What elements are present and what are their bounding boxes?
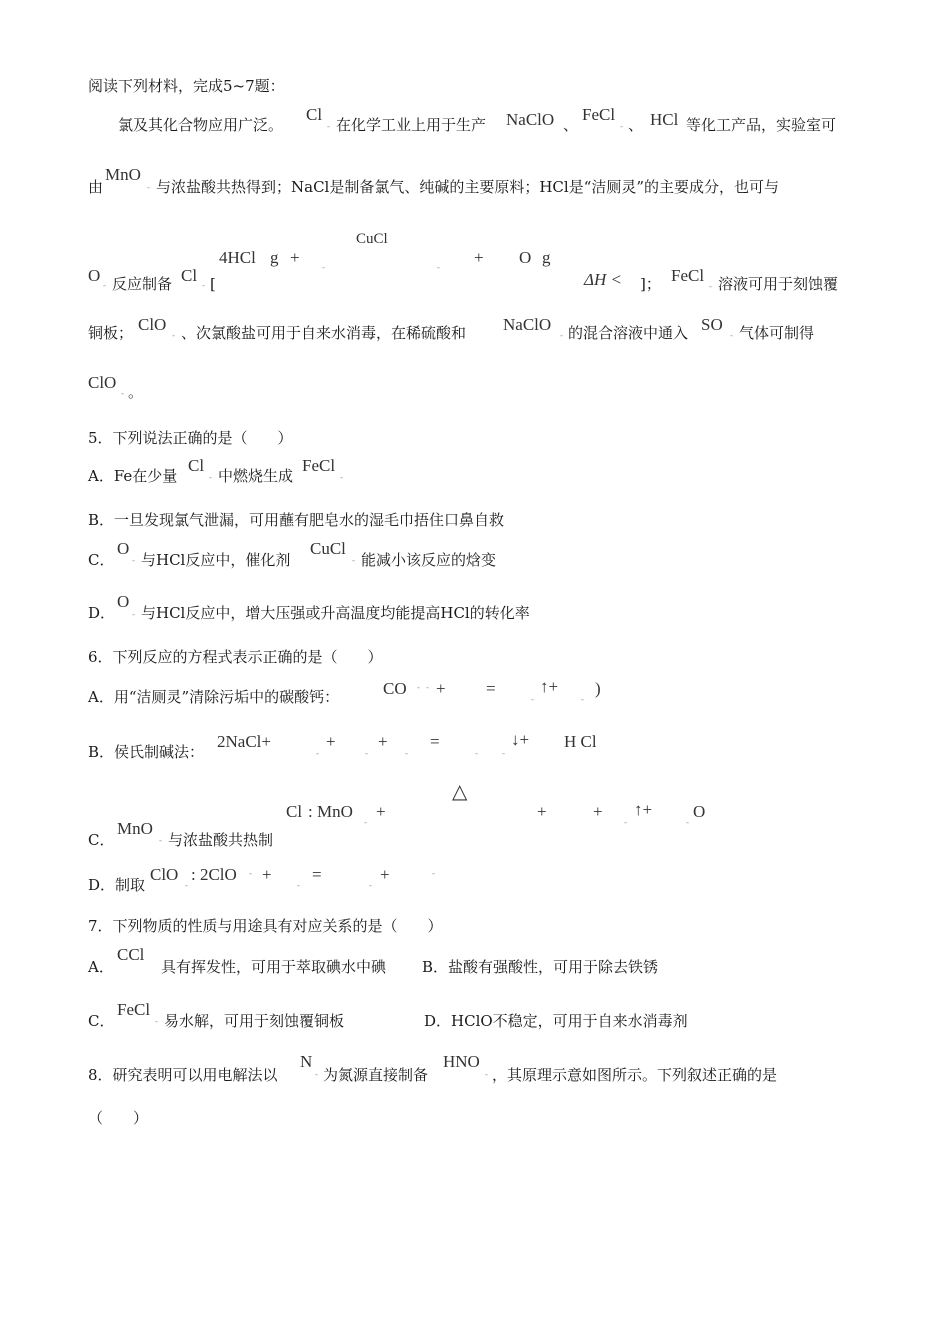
equation-plus: +	[290, 248, 300, 267]
formula: MnO	[117, 819, 153, 838]
equation-plus: +	[436, 679, 446, 698]
formula: FeCl	[302, 456, 336, 475]
equation-plus: +	[474, 248, 484, 267]
option-d[interactable]: D．制取	[88, 876, 146, 894]
formula: Cl	[306, 105, 323, 124]
formula: CCl	[117, 945, 145, 964]
formula: O	[693, 802, 706, 821]
option-c[interactable]: C．	[88, 551, 115, 569]
formula: MnO	[105, 165, 141, 184]
formula: Cl	[286, 802, 303, 821]
material-text: 与浓盐酸共热得到；NaCl是制备氯气、纯碱的主要原料；HCl是“洁厕灵”的主要成分，也可与	[156, 178, 780, 196]
equation-term: O	[519, 248, 532, 267]
material-text: 、	[628, 116, 644, 134]
option-text: 具有挥发性，可用于萃取碘水中碘	[161, 958, 387, 976]
formula: NaClO	[503, 315, 552, 334]
formula: FeCl	[117, 1000, 151, 1019]
question-stem: ，其原理示意如图所示。下列叙述正确的是	[492, 1066, 778, 1084]
material-text: 。	[128, 383, 144, 401]
material-text: 反应制备	[112, 275, 173, 293]
formula: O	[88, 266, 101, 285]
option-d[interactable]: D．HClO不稳定，可用于自来水消毒剂	[424, 1012, 688, 1030]
equation-arrow-down: ↓+	[511, 730, 530, 749]
equation-arrow-up: ↑+	[540, 677, 559, 696]
question-stem: 为氮源直接制备	[323, 1066, 429, 1084]
question-stem: 7．下列物质的性质与用途具有对应关系的是（ ）	[88, 917, 443, 935]
formula: : MnO	[308, 802, 353, 821]
option-text: 易水解，可用于刻蚀覆铜板	[164, 1012, 345, 1030]
option-c[interactable]: C．	[88, 831, 115, 849]
formula: : 2ClO	[191, 865, 237, 884]
option-b[interactable]: B．一旦发现氯气泄漏，可用蘸有肥皂水的湿毛巾捂住口鼻自救	[88, 511, 505, 529]
enthalpy-condition: ΔH <	[584, 270, 622, 289]
formula: ClO	[88, 373, 117, 392]
formula: HCl	[650, 110, 679, 129]
formula: NaClO	[506, 110, 555, 129]
formula: HNO	[443, 1052, 480, 1071]
option-b[interactable]: B．盐酸有强酸性，可用于除去铁锈	[422, 958, 659, 976]
equation-term: 4HCl	[219, 248, 256, 267]
equation-equals: =	[430, 732, 440, 751]
formula: FeCl	[582, 105, 616, 124]
formula: N	[300, 1052, 313, 1071]
option-a[interactable]: A．用“洁厕灵”清除污垢中的碳酸钙：	[88, 688, 340, 706]
equation-plus: +	[262, 865, 272, 884]
material-text: 在化学工业上用于生产	[336, 116, 487, 134]
question-stem: 8．研究表明可以用电解法以	[88, 1066, 278, 1084]
equation-plus: +	[593, 802, 603, 821]
option-a[interactable]: A．	[88, 958, 114, 976]
option-text: 与HCl反应中，催化剂	[141, 551, 291, 569]
option-text: 能减小该反应的焓变	[361, 551, 497, 569]
equation-equals: =	[486, 679, 496, 698]
formula: 2NaCl+	[217, 732, 271, 751]
material-text: 、次氯酸盐可用于自来水消毒，在稀硫酸和	[181, 324, 467, 342]
question-stem: 5．下列说法正确的是（ ）	[88, 429, 293, 447]
bracket: [	[210, 275, 216, 293]
equation-plus: +	[376, 802, 386, 821]
formula: CO	[383, 679, 407, 698]
equation-plus: +	[378, 732, 388, 751]
material-text: 气体可制得	[739, 324, 815, 342]
equation-term: H Cl	[564, 732, 597, 751]
material-text: 由	[88, 178, 104, 196]
option-text: 中燃烧生成	[218, 467, 294, 485]
material-text: 氯及其化合物应用广泛。	[118, 116, 284, 134]
material-text: 等化工产品，实验室可	[686, 116, 837, 134]
formula: CuCl	[310, 539, 346, 558]
equation-equals: =	[312, 865, 322, 884]
formula: ClO	[150, 865, 179, 884]
option-b[interactable]: B．侯氏制碱法：	[88, 743, 205, 761]
formula: SO	[701, 315, 723, 334]
equation-term: )	[595, 679, 601, 698]
formula: ClO	[138, 315, 167, 334]
material-text: 、	[563, 116, 579, 134]
equation-plus: +	[537, 802, 547, 821]
option-text: 与HCl反应中，增大压强或升高温度均能提高HCl的转化率	[141, 604, 530, 622]
material-text: 铜板；	[88, 324, 134, 342]
heat-symbol: △	[452, 779, 468, 803]
question-stem: 6．下列反应的方程式表示正确的是（ ）	[88, 648, 383, 666]
formula: Cl	[181, 266, 198, 285]
material-text: 的混合溶液中通入	[568, 324, 689, 342]
option-a[interactable]: A．Fe在少量	[88, 467, 178, 485]
formula: FeCl	[671, 266, 705, 285]
catalyst-label: CuCl	[356, 231, 388, 247]
option-d[interactable]: D．	[88, 604, 116, 622]
equation-plus: +	[326, 732, 336, 751]
equation-term: g	[270, 248, 279, 267]
material-text: 溶液可用于刻蚀覆	[718, 275, 839, 293]
equation-plus: +	[380, 865, 390, 884]
equation-arrow-up: ↑+	[634, 800, 653, 819]
formula: Cl	[188, 456, 205, 475]
option-c[interactable]: C．	[88, 1012, 115, 1030]
equation-term: g	[542, 248, 551, 267]
option-text: 与浓盐酸共热制	[168, 831, 274, 849]
question-stem: （ ）	[88, 1109, 149, 1127]
formula: O	[117, 539, 130, 558]
intro-text: 阅读下列材料，完成5~7题：	[88, 77, 285, 95]
formula: O	[117, 592, 130, 611]
bracket: ]；	[640, 275, 661, 293]
